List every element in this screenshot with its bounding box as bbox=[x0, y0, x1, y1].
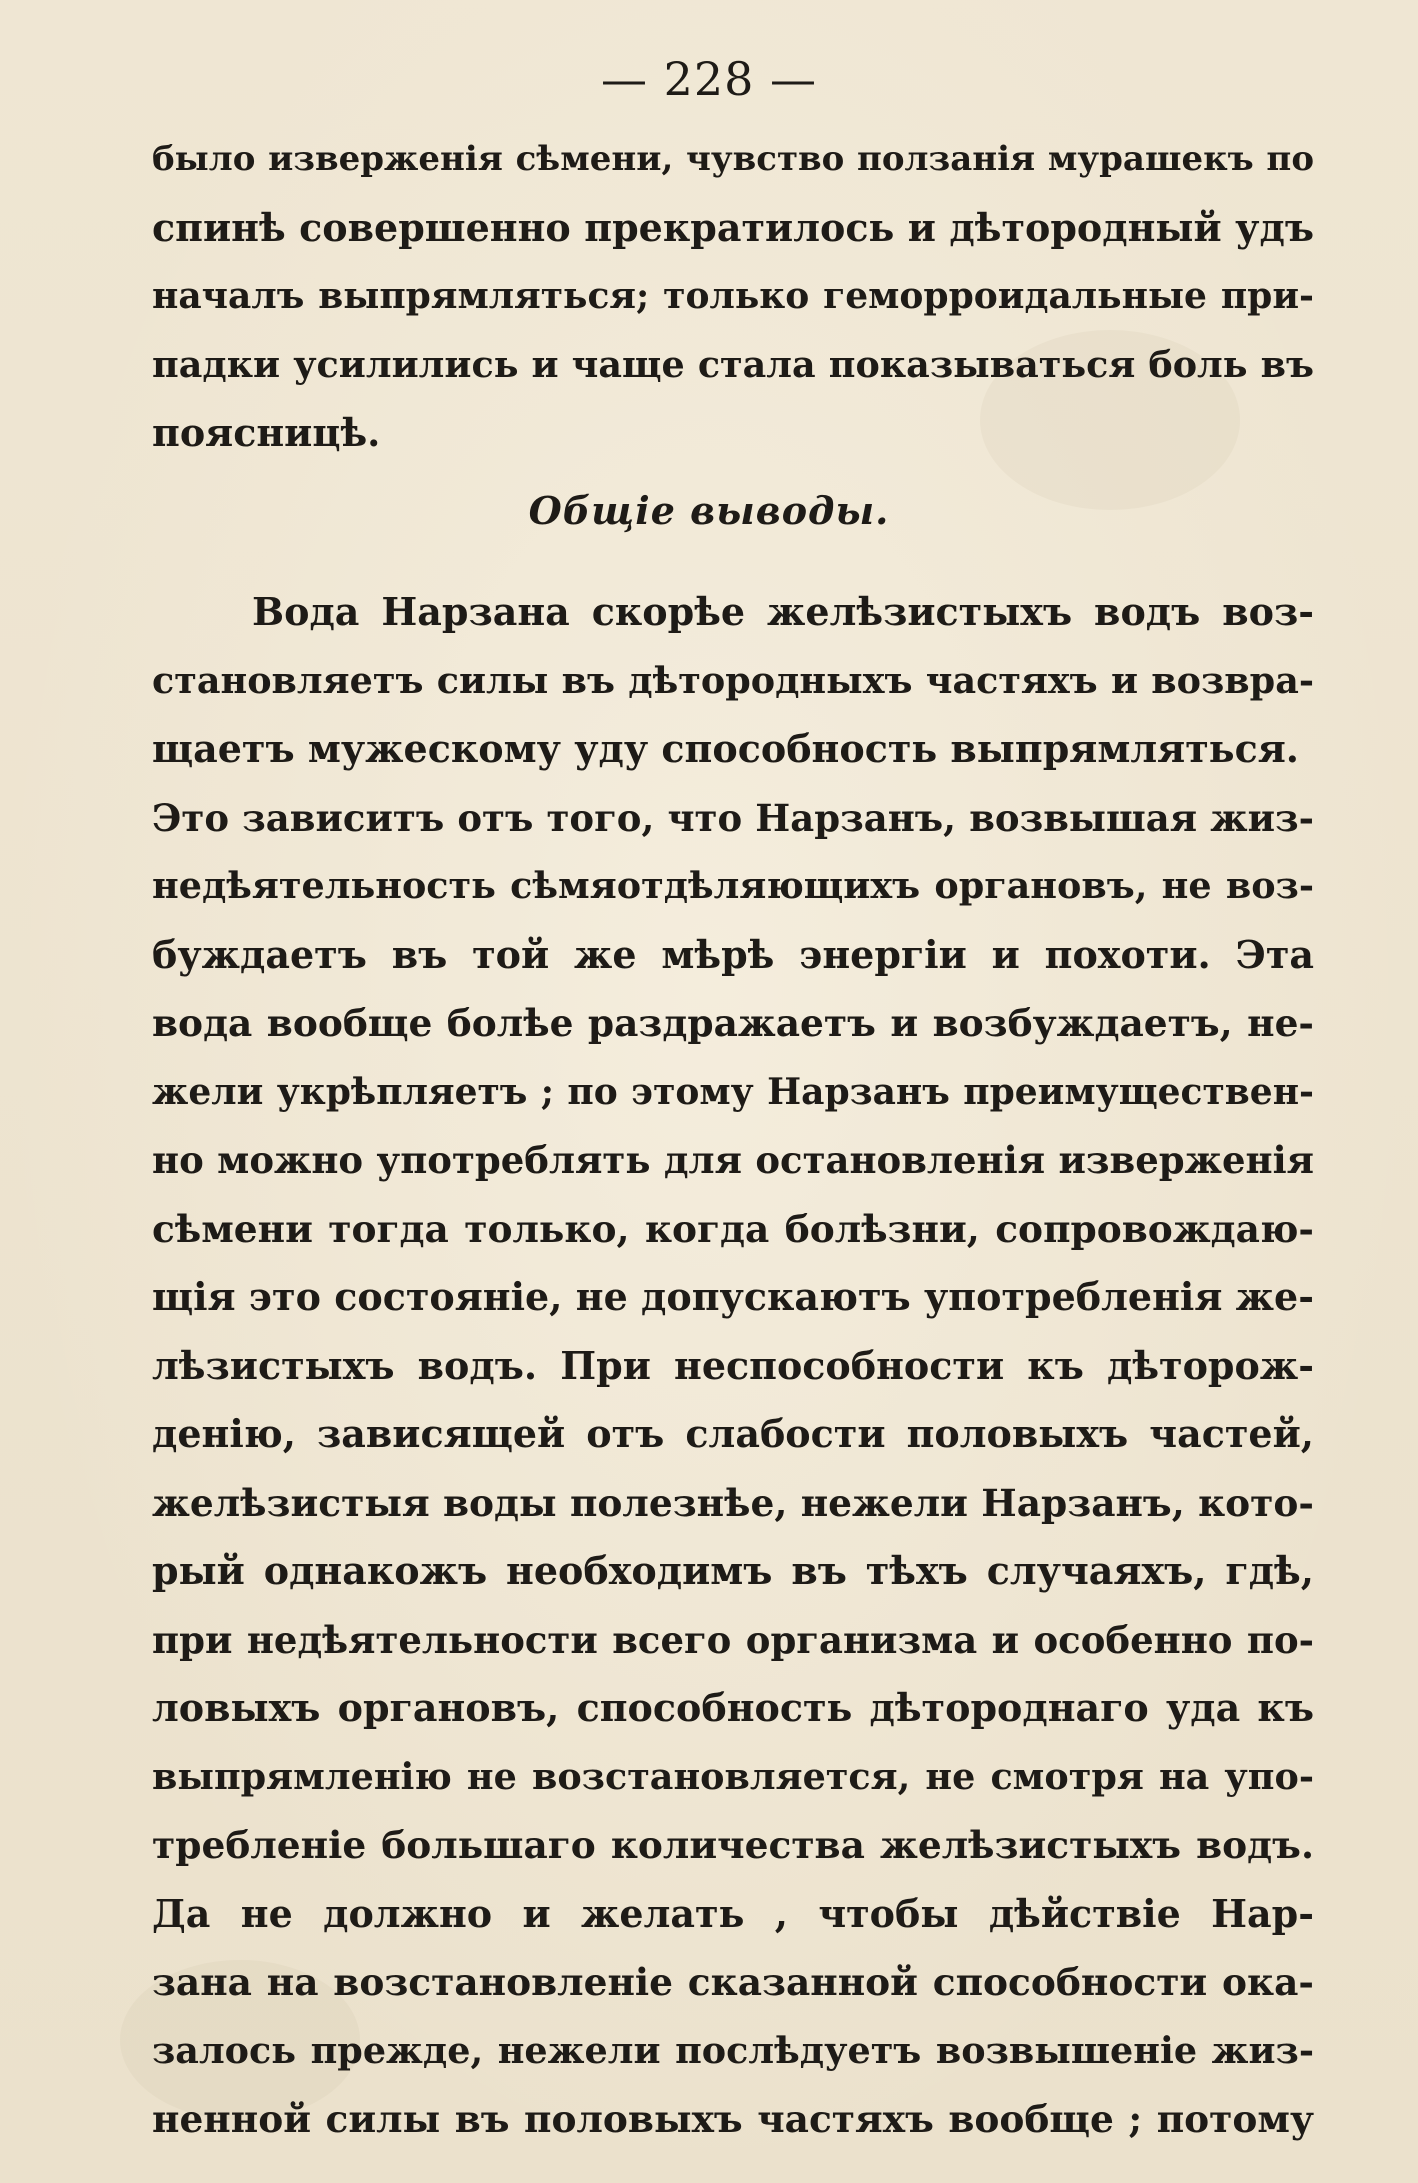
paragraph-top bbox=[152, 125, 1314, 468]
text-line: рый однакожъ необходимъ въ тѣхъ случаяхъ, гдѣ, bbox=[152, 1548, 1314, 1593]
text-line: залось прежде, нежели послѣдуетъ возвышеніе жиз- bbox=[152, 2028, 1314, 2072]
text-line: ловыхъ органовъ, способность дѣтороднаго уда къ bbox=[152, 1685, 1314, 1730]
text-line: жели укрѣпляетъ ; по этому Нарзанъ преимуществен- bbox=[152, 1070, 1314, 1113]
text-line: было изверженія сѣмени, чувство ползанія мурашекъ по bbox=[152, 139, 1314, 179]
text-line: денію, зависящей отъ слабости половыхъ частей, bbox=[152, 1411, 1314, 1456]
text-line: буждаетъ въ той же мѣрѣ энергіи и похоти. Эта bbox=[152, 931, 1314, 977]
page-number: — 228 — bbox=[600, 52, 818, 106]
text-line: щія это состояніе, не допускаютъ употребленія же- bbox=[152, 1274, 1314, 1319]
text-line: желѣзистыя воды полезнѣе, нежели Нарзанъ, кото- bbox=[152, 1480, 1314, 1525]
text-line: ненной силы въ половыхъ частяхъ вообще ; потому bbox=[152, 2097, 1314, 2141]
text-line: Да не должно и желать , чтобы дѣйствіе Нар- bbox=[152, 1890, 1314, 1936]
text-line: при недѣятельности всего организма и особенно по- bbox=[152, 1617, 1314, 1662]
text-line: Вода Нарзана скорѣе желѣзистыхъ водъ воз- bbox=[252, 589, 1314, 634]
text-line: началъ выпрямляться; только геморроидальные при- bbox=[152, 275, 1314, 317]
text-line: недѣятельность сѣмяотдѣляющихъ органовъ, не воз- bbox=[152, 864, 1314, 907]
text-line: становляетъ силы въ дѣтородныхъ частяхъ и возвра- bbox=[152, 658, 1314, 702]
text-line: вода вообще болѣе раздражаетъ и возбуждаетъ, не- bbox=[152, 1001, 1314, 1045]
text-line: сѣмени тогда только, когда болѣзни, сопровождаю- bbox=[152, 1206, 1314, 1251]
text-line: щаетъ мужескому уду способность выпрямляться. bbox=[152, 726, 1300, 771]
paragraph-main bbox=[152, 578, 1314, 2154]
text-line: лѣзистыхъ водъ. При неспособности къ дѣторож- bbox=[152, 1342, 1314, 1388]
section-heading: Общіе выводы. bbox=[528, 488, 890, 533]
text-line: требленіе большаго количества желѣзистыхъ водъ. bbox=[152, 1823, 1314, 1867]
text-line: зана на возстановленіе сказанной способности ока- bbox=[152, 1960, 1314, 2004]
text-line: выпрямленію не возстановляется, не смотря на упо- bbox=[152, 1754, 1314, 1798]
text-line: спинѣ совершенно прекратилось и дѣтородный удъ bbox=[152, 204, 1314, 250]
text-line: Это зависитъ отъ того, что Нарзанъ, возвышая жиз- bbox=[152, 795, 1314, 840]
text-line: падки усилились и чаще стала показываться боль въ bbox=[152, 342, 1314, 386]
text-line: поясницѣ. bbox=[152, 410, 381, 455]
text-line: но можно употреблять для остановленія изверженія bbox=[152, 1138, 1314, 1182]
